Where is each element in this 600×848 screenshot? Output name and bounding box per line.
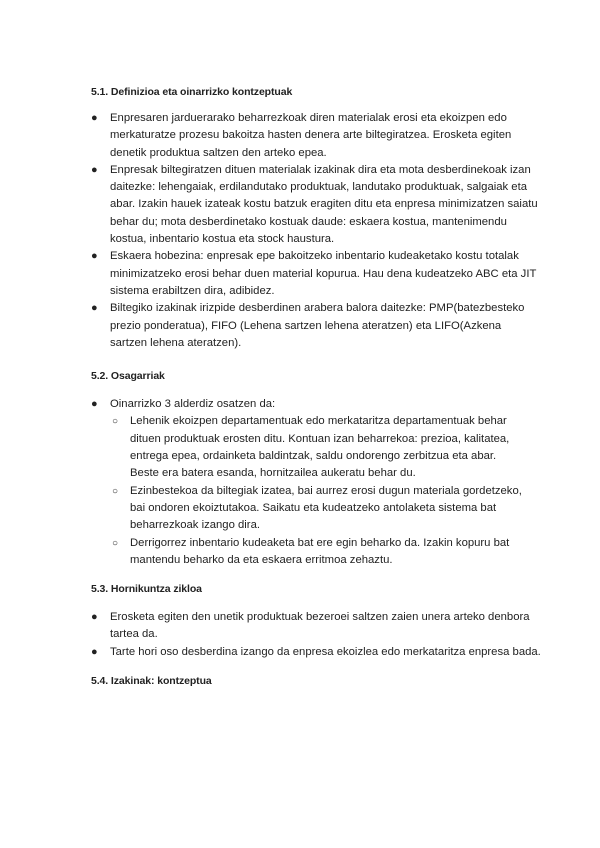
- sublist-item: [91, 413, 522, 482]
- list-item-text: Tarte hori oso desberdina izango da enpresa ekoizlea edo merkataritza enpresa bada.: [110, 645, 541, 658]
- section-heading-5-3: 5.3. Hornikuntza zikloa: [91, 583, 202, 596]
- sublist-item: [91, 483, 522, 535]
- bullet-icon: ●: [91, 302, 98, 315]
- document-page: [91, 84, 541, 689]
- circle-bullet-icon: ○: [112, 416, 119, 428]
- section-heading-5-4: 5.4. Izakinak: kontzeptua: [91, 675, 212, 688]
- list-item: [91, 300, 541, 352]
- list-item: [91, 162, 541, 248]
- sublist-item-text: Lehenik ekoizpen departamentuak edo merkataritza departamentuak behar dituen produktuak erosten ditu. Kontuan izan beharrekoa: prezioa, kalitatea, entrega epea, ordainketa baldintzak, saldu ondorengo zerbitzua eta abar. Beste era batera esanda, hornitzailea aukeratu behar du.: [130, 415, 510, 480]
- bullet-icon: ●: [91, 398, 98, 411]
- bullet-icon: ●: [91, 163, 98, 176]
- list-item-text: Oinarrizko 3 alderdiz osatzen da:: [110, 398, 276, 411]
- list-item: [91, 609, 541, 644]
- bullet-icon: ●: [91, 112, 98, 124]
- section-5-2-list: [91, 396, 541, 413]
- list-item-text: Biltegiko izakinak irizpide desberdinen arabera balora daitezke: PMP(batezbesteko prezio ponderatua), FIFO (Lehena sartzen lehena ateratzen) eta LIFO(Azkena sartzen lehena ateratzen).: [110, 302, 525, 349]
- circle-bullet-icon: ○: [112, 485, 119, 497]
- circle-bullet-icon: ○: [112, 537, 119, 549]
- list-item: [91, 396, 541, 413]
- list-item: [91, 248, 541, 300]
- sublist-item: [91, 535, 522, 570]
- bullet-icon: ●: [91, 611, 98, 624]
- section-heading-5-1: 5.1. Definizioa eta oinarrizko kontzeptuak: [91, 86, 293, 98]
- section-5-3-list: [91, 609, 541, 661]
- bullet-icon: ●: [91, 645, 98, 658]
- section-5-2-sublist: [91, 413, 541, 569]
- list-item: [91, 110, 541, 162]
- list-item-text: Enpresak biltegiratzen dituen materialak izakinak dira eta mota desberdinekoak izan daitezke: lehengaiak, erdilandutako produktuak, landutako produktuak, salgaiak eta abar. Izakin hauek izateak kostu batzuk eragiten ditu eta enpresa minimizatzen saiatu behar du; mota desberdinetako kostuak daude: eskaera kostua, mantenimendu kostua, inbentario kostua eta stock haustura.: [110, 163, 538, 246]
- list-item: [91, 644, 541, 661]
- sublist-item-text: Derrigorrez inbentario kudeaketa bat ere egin beharko da. Izakin kopuru bat mantendu beharko da eta eskaera erritmoa zehaztu.: [130, 536, 510, 566]
- list-item-text: Enpresaren jarduerarako beharrezkoak diren materialak erosi eta ekoizpen edo merkaturatze prozesu bakoitza hasten denera arte biltegiratzea. Erosketa egiten denetik produktua saltzen den arteko epea.: [110, 112, 512, 159]
- list-item-text: Eskaera hobezina: enpresak epe bakoitzeko inbentario kudeaketako kostu totalak minimizatzeko erosi behar duen material kopurua. Hau dena kudeatzeko ABC eta JIT sistema erabiltzen dira, adibidez.: [110, 250, 537, 297]
- section-5-1-list: [91, 110, 541, 352]
- list-item-text: Erosketa egiten den unetik produktuak bezeroei saltzen zaien unera arteko denbora tartea da.: [110, 611, 530, 641]
- bullet-icon: ●: [91, 250, 98, 263]
- section-heading-5-2: 5.2. Osagarriak: [91, 370, 165, 383]
- sublist-item-text: Ezinbestekoa da biltegiak izatea, bai aurrez erosi dugun materiala gordetzeko, bai ondoren ekoiztutakoa. Saikatu eta kudeatzeko antolaketa sistema bat beharrezkoak izango dira.: [130, 484, 522, 532]
